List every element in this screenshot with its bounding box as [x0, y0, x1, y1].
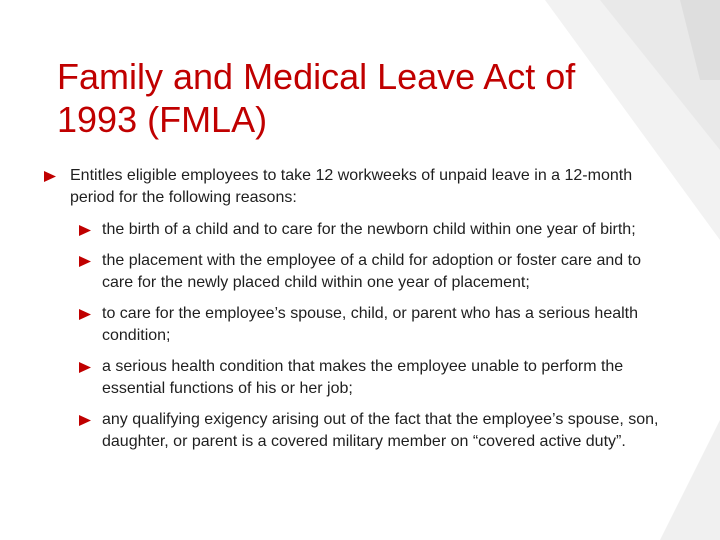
list-item-text: any qualifying exigency arising out of the fact that the employee’s spouse, son, daughter, or parent is a covered military member on “covered active duty”.: [102, 411, 659, 450]
slide-body: [42, 165, 667, 462]
triangle-bullet-icon: [79, 362, 91, 373]
list-item-text: the placement with the employee of a child for adoption or foster care and to care for the newly placed child within one year of placement;: [102, 252, 641, 291]
triangle-bullet-icon: [79, 415, 91, 426]
bottom-corner-shape: [660, 420, 720, 540]
main-bullet-text: Entitles eligible employees to take 12 workweeks of unpaid leave in a 12-month period for the following reasons:: [70, 167, 633, 206]
list-item: [79, 219, 667, 241]
triangle-bullet-icon: [79, 256, 91, 267]
triangle-bullet-icon: [79, 309, 91, 320]
list-item-text: the birth of a child and to care for the newborn child within one year of birth;: [102, 221, 636, 238]
list-item-text: a serious health condition that makes the employee unable to perform the essential functions of his or her job;: [102, 358, 624, 397]
list-item: [79, 303, 667, 347]
list-item: [79, 356, 667, 400]
slide-title: Family and Medical Leave Act of 1993 (FMLA): [57, 56, 576, 140]
main-bullet: [42, 165, 667, 209]
triangle-bullet-icon: [44, 171, 56, 182]
list-item: [79, 409, 667, 453]
triangle-bullet-icon: [79, 225, 91, 236]
reasons-list: [42, 219, 667, 453]
list-item: [79, 250, 667, 294]
list-item-text: to care for the employee’s spouse, child, or parent who has a serious health condition;: [102, 305, 639, 344]
